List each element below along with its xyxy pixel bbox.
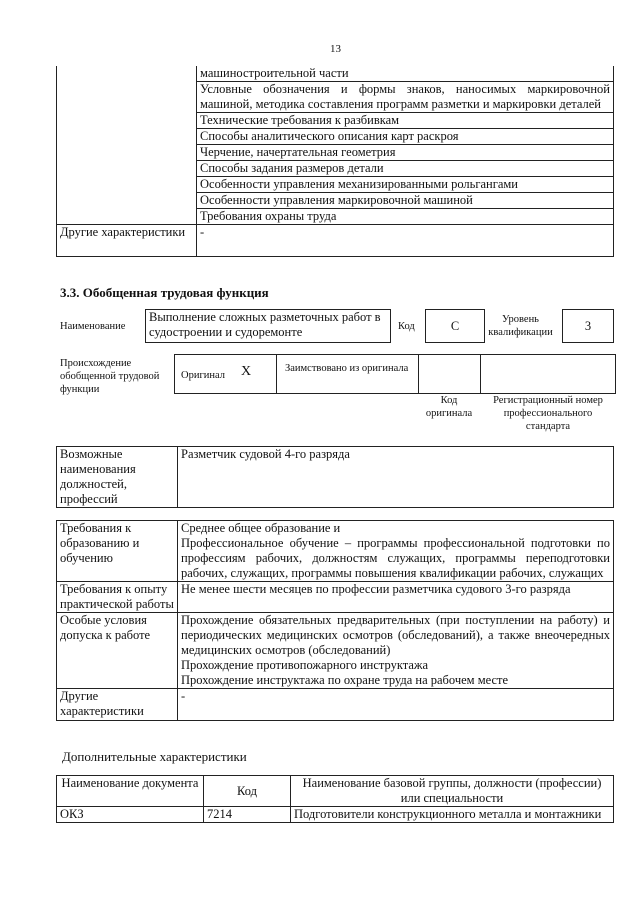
other-label: Другие характеристики [57, 225, 197, 257]
name-label: Наименование [60, 321, 126, 332]
table-cell: 7214 [204, 807, 291, 823]
col-header: Наименование документа [57, 776, 204, 807]
origin-label: Происхождение обобщенной трудовой функции [60, 358, 160, 395]
knowledge-item: Особенности управления маркировочной машиной [197, 193, 614, 209]
empty-cell [57, 66, 197, 225]
req-label: Требования к образованию и обучению [57, 521, 178, 582]
knowledge-table [56, 66, 614, 257]
knowledge-item: Условные обозначения и формы знаков, наносимых маркировочной машиной, методика составления программ разметки и маркировки деталей [197, 82, 614, 113]
level-value: 3 [562, 309, 614, 343]
other-value: - [197, 225, 614, 257]
reg-caption: Регистрационный номер профессионального стандарта [493, 395, 603, 432]
additional-table [56, 775, 614, 823]
divider [276, 355, 277, 393]
name-value: Выполнение сложных разметочных работ в судостроении и судоремонте [145, 309, 391, 343]
positions-label: Возможные наименования должностей, профессий [57, 447, 178, 508]
requirements-table [56, 520, 614, 721]
col-header: Код [204, 776, 291, 807]
req-value: Среднее общее образование и Профессиональное обучение – программы профессиональной подготовки по профессиям рабочих, должностям служащих, программы переподготовки рабочих, служащих, программы повышения квалификации рабочих, служащих [178, 521, 614, 582]
req-value: Не менее шести месяцев по профессии разметчика судового 3-го разряда [178, 582, 614, 613]
req-label: Другие характеристики [57, 689, 178, 721]
divider [480, 355, 481, 393]
original-label: Оригинал [181, 370, 225, 381]
req-value: - [178, 689, 614, 721]
knowledge-item: машиностроительной части [197, 66, 614, 82]
divider [418, 355, 419, 393]
origin-row [174, 354, 616, 394]
original-mark: X [241, 364, 252, 379]
table-cell: Подготовители конструкционного металла и монтажники [291, 807, 614, 823]
section-title: 3.3. Обобщенная трудовая функция [60, 285, 269, 300]
code-caption: Код оригинала [425, 395, 473, 419]
additional-title: Дополнительные характеристики [62, 749, 247, 764]
page-number: 13 [330, 43, 341, 55]
borrowed-label: Заимствовано из оригинала [285, 363, 409, 374]
code-label: Код [398, 321, 415, 332]
level-label: Уровень квалификации [488, 314, 553, 338]
knowledge-item: Требования охраны труда [197, 209, 614, 225]
table-cell: ОКЗ [57, 807, 204, 823]
req-label: Особые условия допуска к работе [57, 613, 178, 689]
col-header: Наименование базовой группы, должности (профессии) или специальности [291, 776, 614, 807]
code-value: C [425, 309, 485, 343]
positions-value: Разметчик судовой 4-го разряда [178, 447, 614, 508]
knowledge-item: Черчение, начертательная геометрия [197, 145, 614, 161]
req-label: Требования к опыту практической работы [57, 582, 178, 613]
knowledge-item: Технические требования к разбивкам [197, 113, 614, 129]
positions-table [56, 446, 614, 508]
knowledge-item: Способы задания размеров детали [197, 161, 614, 177]
req-value: Прохождение обязательных предварительных (при поступлении на работу) и периодических медицинских осмотров (обследований), а также внеочередных медицинских осмотров (обследований) Прохождение противопожарного инструктажа Прохождение инструктажа по охране труда на рабочем месте [178, 613, 614, 689]
knowledge-item: Особенности управления механизированными рольгангами [197, 177, 614, 193]
knowledge-item: Способы аналитического описания карт раскроя [197, 129, 614, 145]
